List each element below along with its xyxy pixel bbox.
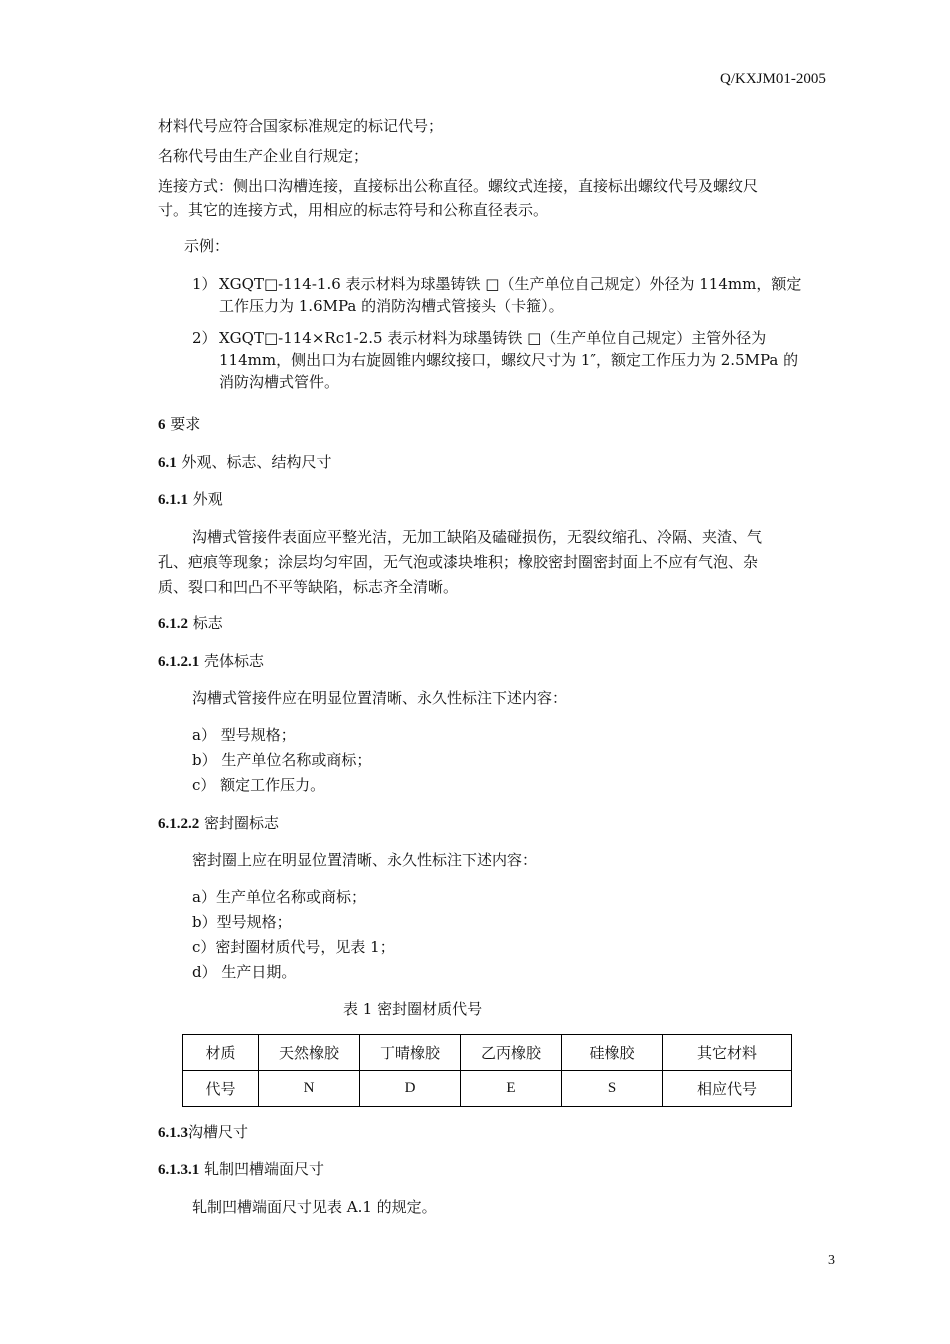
intro-line-1: 材料代号应符合国家标准规定的标记代号； — [158, 117, 444, 135]
table-header-cell: 乙丙橡胶 — [461, 1035, 562, 1071]
example-1-text — [219, 273, 837, 317]
appearance-para-line-3: 质、裂口和凹凸不平等缺陷，标志齐全清晰。 — [158, 578, 459, 596]
table-row — [183, 1071, 792, 1107]
shell-marking-intro: 沟槽式管接件应在明显位置清晰、永久性标注下述内容： — [192, 689, 568, 707]
section-6-1-2-2-title: 密封圈标志 — [204, 814, 280, 832]
section-6-1-3-heading — [158, 1121, 248, 1144]
shell-marking-item-c: c） 额定工作压力。 — [192, 776, 326, 794]
table-cell: N — [259, 1071, 360, 1107]
section-6-title: 要求 — [170, 415, 201, 433]
page-number: 3 — [828, 1253, 835, 1268]
table-cell: 相应代号 — [663, 1071, 792, 1107]
seal-marking-item-c: c）密封圈材质代号，见表 1； — [192, 938, 395, 956]
appearance-para-line-1: 沟槽式管接件表面应平整光洁，无加工缺陷及磕碰损伤，无裂纹缩孔、冷隔、夹渣、气 — [192, 528, 763, 546]
example-2-text — [219, 327, 837, 393]
example-1-line-b: 工作压力为 1.6MPa 的消防沟槽式管接头（卡箍）。 — [219, 297, 564, 315]
intro-line-2: 名称代号由生产企业自行规定； — [158, 147, 369, 165]
seal-material-code-table — [182, 1034, 792, 1107]
section-6-1-title: 外观、标志、结构尺寸 — [181, 453, 332, 471]
groove-dimension-text: 轧制凹槽端面尺寸见表 A.1 的规定。 — [192, 1198, 437, 1216]
section-6-1-2-2-heading — [158, 812, 279, 835]
table-1-caption: 表 1 密封圈材质代号 — [343, 1000, 483, 1018]
table-header-cell: 其它材料 — [663, 1035, 792, 1071]
seal-marking-item-b: b）型号规格； — [192, 913, 292, 931]
seal-marking-item-d: d） 生产日期。 — [192, 963, 297, 981]
example-1-number: 1） — [192, 275, 217, 293]
section-6-1-2-1-heading — [158, 650, 264, 673]
shell-marking-item-b: b） 生产单位名称或商标； — [192, 751, 372, 769]
intro-line-3a: 连接方式：侧出口沟槽连接，直接标出公称直径。螺纹式连接，直接标出螺纹代号及螺纹尺 — [158, 177, 759, 195]
table-header-cell: 天然橡胶 — [259, 1035, 360, 1071]
section-6-1-2-number: 6.1.2 — [158, 616, 188, 632]
section-6-1-3-1-title: 轧制凹槽端面尺寸 — [204, 1160, 325, 1178]
section-6-1-3-title: 沟槽尺寸 — [188, 1123, 249, 1141]
table-header-cell: 硅橡胶 — [562, 1035, 663, 1071]
example-2-line-c: 消防沟槽式管件。 — [219, 373, 340, 391]
seal-marking-item-a: a）生产单位名称或商标； — [192, 888, 366, 906]
table-header-cell: 材质 — [183, 1035, 259, 1071]
section-6-heading — [158, 413, 200, 436]
section-6-1-1-number: 6.1.1 — [158, 492, 188, 508]
appearance-para-line-2: 孔、疤痕等现象；涂层均匀牢固，无气泡或漆块堆积；橡胶密封圈密封面上不应有气泡、杂 — [158, 553, 759, 571]
document-id: Q/KXJM01-2005 — [720, 71, 826, 87]
shell-marking-item-a: a） 型号规格； — [192, 726, 296, 744]
table-header-row — [183, 1035, 792, 1071]
seal-marking-intro: 密封圈上应在明显位置清晰、永久性标注下述内容： — [192, 851, 538, 869]
example-2-number: 2） — [192, 329, 217, 347]
section-6-1-1-title: 外观 — [192, 490, 223, 508]
example-item-1 — [192, 273, 837, 319]
section-6-1-heading — [158, 451, 332, 474]
section-6-1-2-title: 标志 — [192, 614, 223, 632]
example-2-line-a: XGQT□-114×Rc1-2.5 表示材料为球墨铸铁 □（生产单位自己规定）主管外径为 — [219, 329, 767, 347]
section-6-1-2-1-number: 6.1.2.1 — [158, 654, 200, 670]
section-6-1-3-1-number: 6.1.3.1 — [158, 1162, 200, 1178]
example-label: 示例： — [184, 237, 230, 255]
section-6-1-3-number: 6.1.3 — [158, 1125, 188, 1141]
example-2-line-b: 114mm，侧出口为右旋圆锥内螺纹接口，螺纹尺寸为 1″，额定工作压力为 2.5MPa 的 — [219, 351, 799, 369]
section-6-1-3-1-heading — [158, 1158, 324, 1181]
intro-line-3b: 寸。其它的连接方式，用相应的标志符号和公称直径表示。 — [158, 201, 549, 219]
section-6-number: 6 — [158, 417, 166, 433]
table-cell: E — [461, 1071, 562, 1107]
table-cell: 代号 — [183, 1071, 259, 1107]
table-cell: D — [360, 1071, 461, 1107]
example-1-line-a: XGQT□-114-1.6 表示材料为球墨铸铁 □（生产单位自己规定）外径为 114mm，额定 — [219, 275, 802, 293]
section-6-1-number: 6.1 — [158, 455, 177, 471]
table-header-cell: 丁晴橡胶 — [360, 1035, 461, 1071]
example-item-2 — [192, 327, 837, 397]
table-cell: S — [562, 1071, 663, 1107]
section-6-1-2-2-number: 6.1.2.2 — [158, 816, 200, 832]
section-6-1-1-heading — [158, 488, 223, 511]
section-6-1-2-heading — [158, 612, 223, 635]
section-6-1-2-1-title: 壳体标志 — [204, 652, 265, 670]
